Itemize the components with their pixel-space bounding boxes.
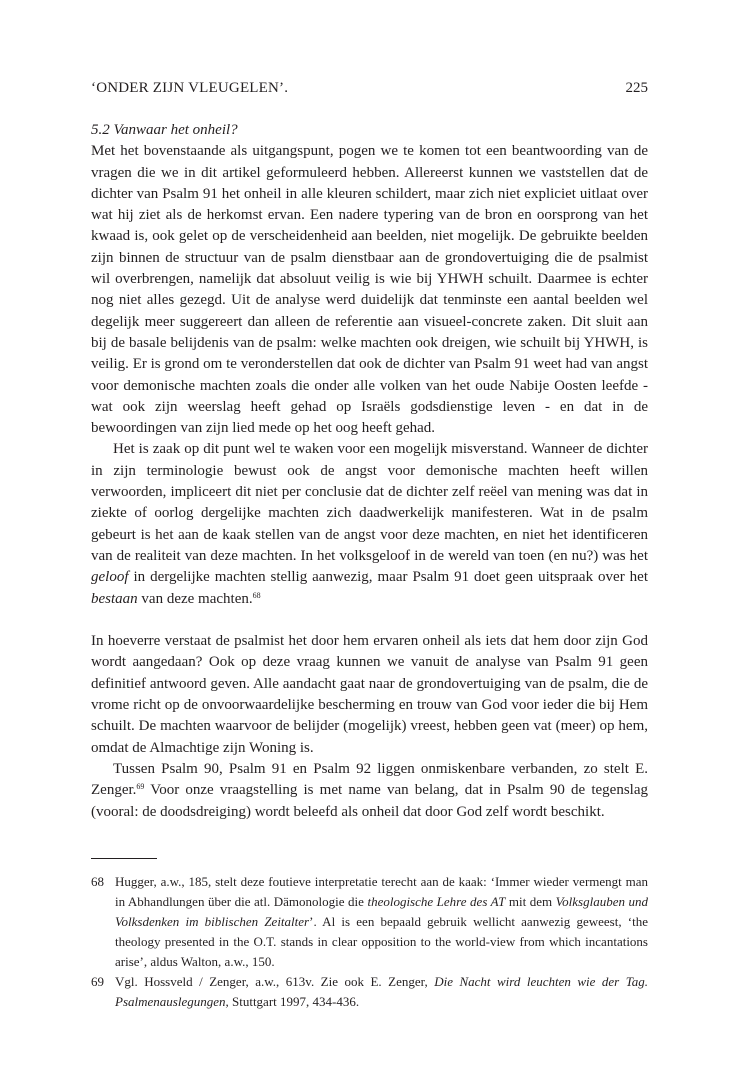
page-number: 225 [625,80,648,96]
footnote-number: 68 [91,874,104,889]
footnote-text [115,872,648,972]
emphasis-bestaan: bestaan [91,590,138,607]
running-title: ‘ONDER ZIJN VLEUGELEN’. [91,80,289,96]
footnote-divider [91,858,157,859]
main-text [91,120,648,823]
paragraph-4 [91,759,648,823]
paragraph-3: In hoeverre verstaat de psalmist het door hem ervaren onheil als iets dat hem door zijn God wordt aangedaan? Ook op deze vraag kunnen we vanuit de analyse van Psalm 91 geen definitief antwoord geven. Alle aandacht gaat naar de grondovertuiging van de psalm, die de vrome richt op de onvoorwaardelijke bescherming en trouw van God voor ieder die bij Hem schuilt. De machten waarvoor de belijder (mogelijk) vreest, hebben geen vat (meer) op hem, omdat de Almachtige zijn Woning is. [91,633,648,756]
paragraph-2-text-c: van deze machten. [137,590,253,607]
paragraph-4-text-b: Voor onze vraagstelling is met name van belang, dat in Psalm 90 de tegenslag (vooral: de doodsdreiging) wordt beleefd als onheil dat door God zelf wordt beschikt. [91,782,648,820]
paragraph-2-text-b: in dergelijke machten stellig aanwezig, maar Psalm 91 doet geen uitspraak over het [128,569,648,586]
section-heading: 5.2 Vanwaar het onheil? [91,122,238,138]
footnote-emphasis-a: theologische Lehre des AT [367,894,506,909]
footnote-emphasis-a: Die Nacht wird leuchten wie der Tag. Psalmenauslegungen, [115,974,648,1009]
paragraph-2-text-a: Het is zaak op dit punt wel te waken voor een mogelijk misverstand. Wanneer de dichter in zijn terminologie bewust ook de angst voor demonische machten heeft willen verwoorden, impliceert dit niet per conclusie dat de dichter zelf reëel van mening was dat in ziekte of oorlog dergelijke machten zich daadwerkelijk manifesteren. Wat in de psalm gebeurt is het aan de kaak stellen van de angst voor deze machten, en niet het identificeren van de realiteit van deze machten. In het volksgeloof in de wereld van toen (en nu?) was het [91,441,648,564]
emphasis-geloof: geloof [91,569,129,586]
paragraph-2 [91,439,648,609]
footnote-text-a: Vgl. Hossveld / Zenger, a.w., 613v. Zie ook E. Zenger, [115,974,435,989]
footnote-69 [91,972,648,1012]
footnote-text-a: Hugger, a.w., 185, stelt deze foutieve interpretatie terecht aan de kaak: ‘Immer wieder vermengt man in Abhandlungen über die atl. Dämonologie die [115,874,648,909]
paragraph-1: Met het bovenstaande als uitgangspunt, pogen we te komen tot een beantwoording van de vragen die we in dit artikel geformuleerd hebben. Allereerst kunnen we vaststellen dat de dichter van Psalm 91 het onheil in alle kleuren schildert, maar zich niet expliciet uitlaat over wat hij ziet als de herkomst ervan. Een nadere typering van de bron en oorsprong van het kwaad is, ook gelet op de verscheidenheid aan beelden, niet mogelijk. De gebruikte beelden zijn binnen de structuur van de psalm dienstbaar aan de grondovertuiging die de psalmist wil overbrengen, namelijk dat absoluut veilig is wie bij YHWH schuilt. Daarmee is echter nog niet alles gezegd. Uit de analyse werd duidelijk dat tenminste een aantal beelden wel degelijk meer suggereert dan alleen de referentie aan visueel-concrete zaken. Dit sluit aan bij de basale belijdenis van de psalm: welke machten ook dreigen, wie schuilt bij YHWH, is veilig. Er is grond om te veronderstellen dat ook de dichter van Psalm 91 weet had van angst voor demonische machten zoals die onder alle volken van het oude Nabije Oosten leefde - wat ook zijn weerslag heeft gehad op Israëls godsdienstige leven - en dat in de bewoordingen van zijn lied mede op het oog heeft gehad. [91,143,648,437]
footnote-text-b: mit dem [505,894,556,909]
footnote-ref-69[interactable]: 69 [136,782,145,792]
paragraph-4-text-a: Tussen Psalm 90, Psalm 91 en Psalm 92 liggen onmiskenbare verbanden, zo stelt E. Zenger. [91,760,648,799]
footnote-text-b: Stuttgart 1997, 434-436. [228,994,360,1009]
footnote-text [115,972,648,1012]
footnote-ref-68[interactable]: 68 [252,590,261,600]
footnotes [91,872,648,1012]
footnote-emphasis-b: Volksglauben und Volksdenken im biblischen Zeitalter [115,894,648,929]
footnote-number: 69 [91,974,104,989]
footnote-text-c: ’. Al is een bepaald gebruik wellicht aanwezig geweest, ‘the theology presented in the O.T. stands in clear opposition to the world-view from which incantations arise’, aldus Walton, a.w., 150. [115,914,648,969]
footnote-68 [91,872,648,972]
